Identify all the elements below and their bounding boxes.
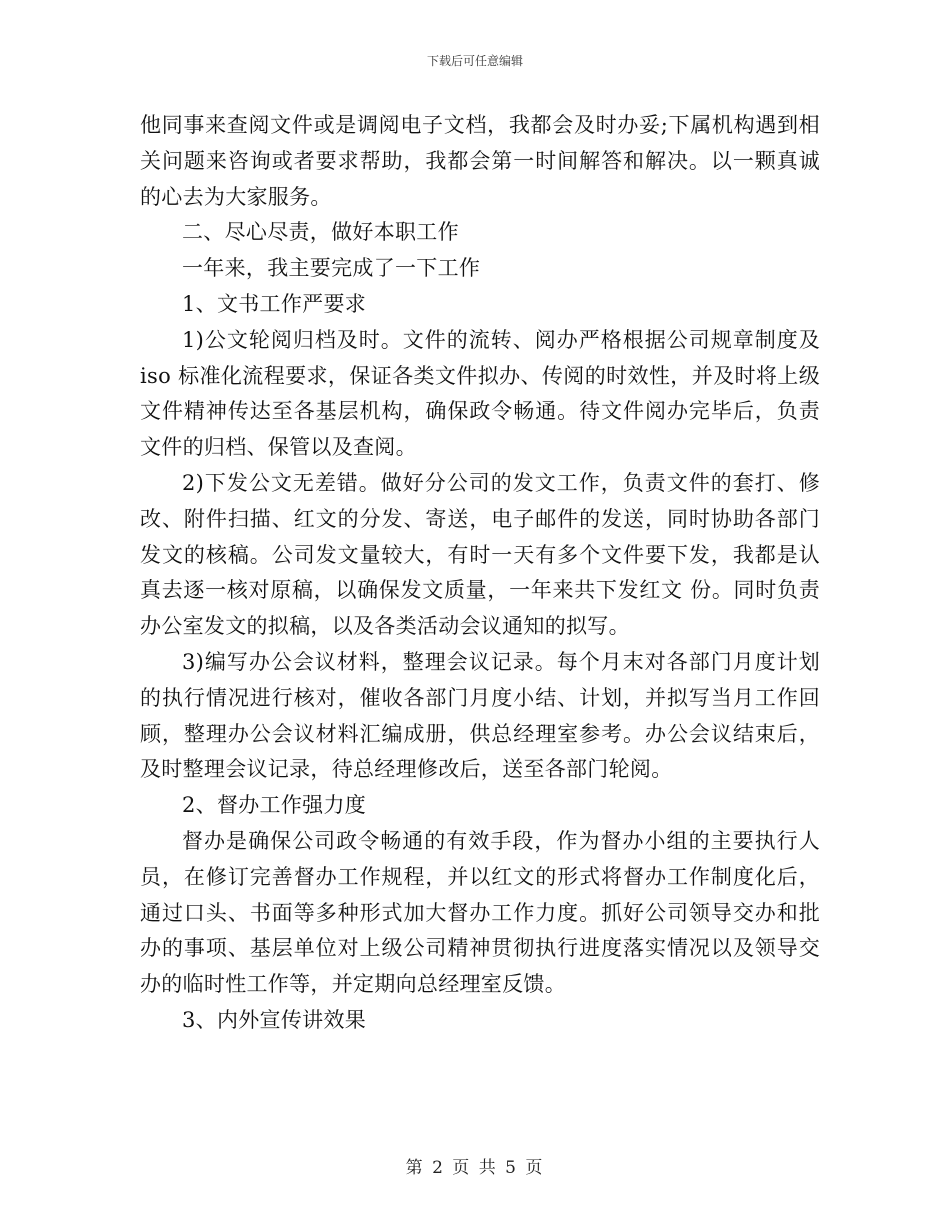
subsection-heading-2: 2、督办工作强力度 <box>182 793 367 818</box>
paragraph-supervision: 督办是确保公司政令畅通的有效手段，作为督办小组的主要执行人员，在修订完善督办工作规程，并以红文的形式将督办工作制度化后，通过口头、书面等多种形式加大督办工作力度。抓好公司领导交办和批办的事项、基层单位对上级公司精神贯彻执行进度落实情况以及领导交办的临时性工作等，并定期向总经理室反馈。 <box>140 828 820 997</box>
page-footer: 第 2 页 共 5 页 <box>405 1158 545 1178</box>
section-heading: 二、尽心尽责，做好本职工作 <box>182 220 459 245</box>
document-body <box>140 108 820 1039</box>
paragraph-item-2: 2)下发公文无差错。做好分公司的发文工作，负责文件的套打、修改、附件扫描、红文的分发、寄送，电子邮件的发送，同时协助各部门发文的核稿。公司发文量较大，有时一天有多个文件要下发，我都是认真去逐一核对原稿，以确保发文质量，一年来共下发红文 份。同时负责办公室发文的拟稿，以及各类活动会议通知的拟写。 <box>140 470 820 639</box>
subsection-heading-1: 1、文书工作严要求 <box>182 291 367 316</box>
paragraph-1: 他同事来查阅文件或是调阅电子文档，我都会及时办妥;下属机构遇到相关问题来咨询或者要求帮助，我都会第一时间解答和解决。以一颗真诚的心去为大家服务。 <box>140 113 820 209</box>
paragraph-item-3: 3)编写办公会议材料，整理会议记录。每个月末对各部门月度计划的执行情况进行核对，催收各部门月度小结、计划，并拟写当月工作回顾，整理办公会议材料汇编成册，供总经理室参考。办公会议结束后，及时整理会议记录，待总经理修改后，送至各部门轮阅。 <box>140 649 820 782</box>
paragraph-intro: 一年来，我主要完成了一下工作 <box>182 256 481 281</box>
paragraph-item-1: 1)公文轮阅归档及时。文件的流转、阅办严格根据公司规章制度及 iso 标准化流程要求，保证各类文件拟办、传阅的时效性，并及时将上级文件精神传达至各基层机构，确保政令畅通。待文件阅办完毕后，负责文件的归档、保管以及查阅。 <box>140 327 820 460</box>
page-header: 下载后可任意编辑 <box>426 54 523 68</box>
subsection-heading-3: 3、内外宣传讲效果 <box>182 1007 367 1032</box>
